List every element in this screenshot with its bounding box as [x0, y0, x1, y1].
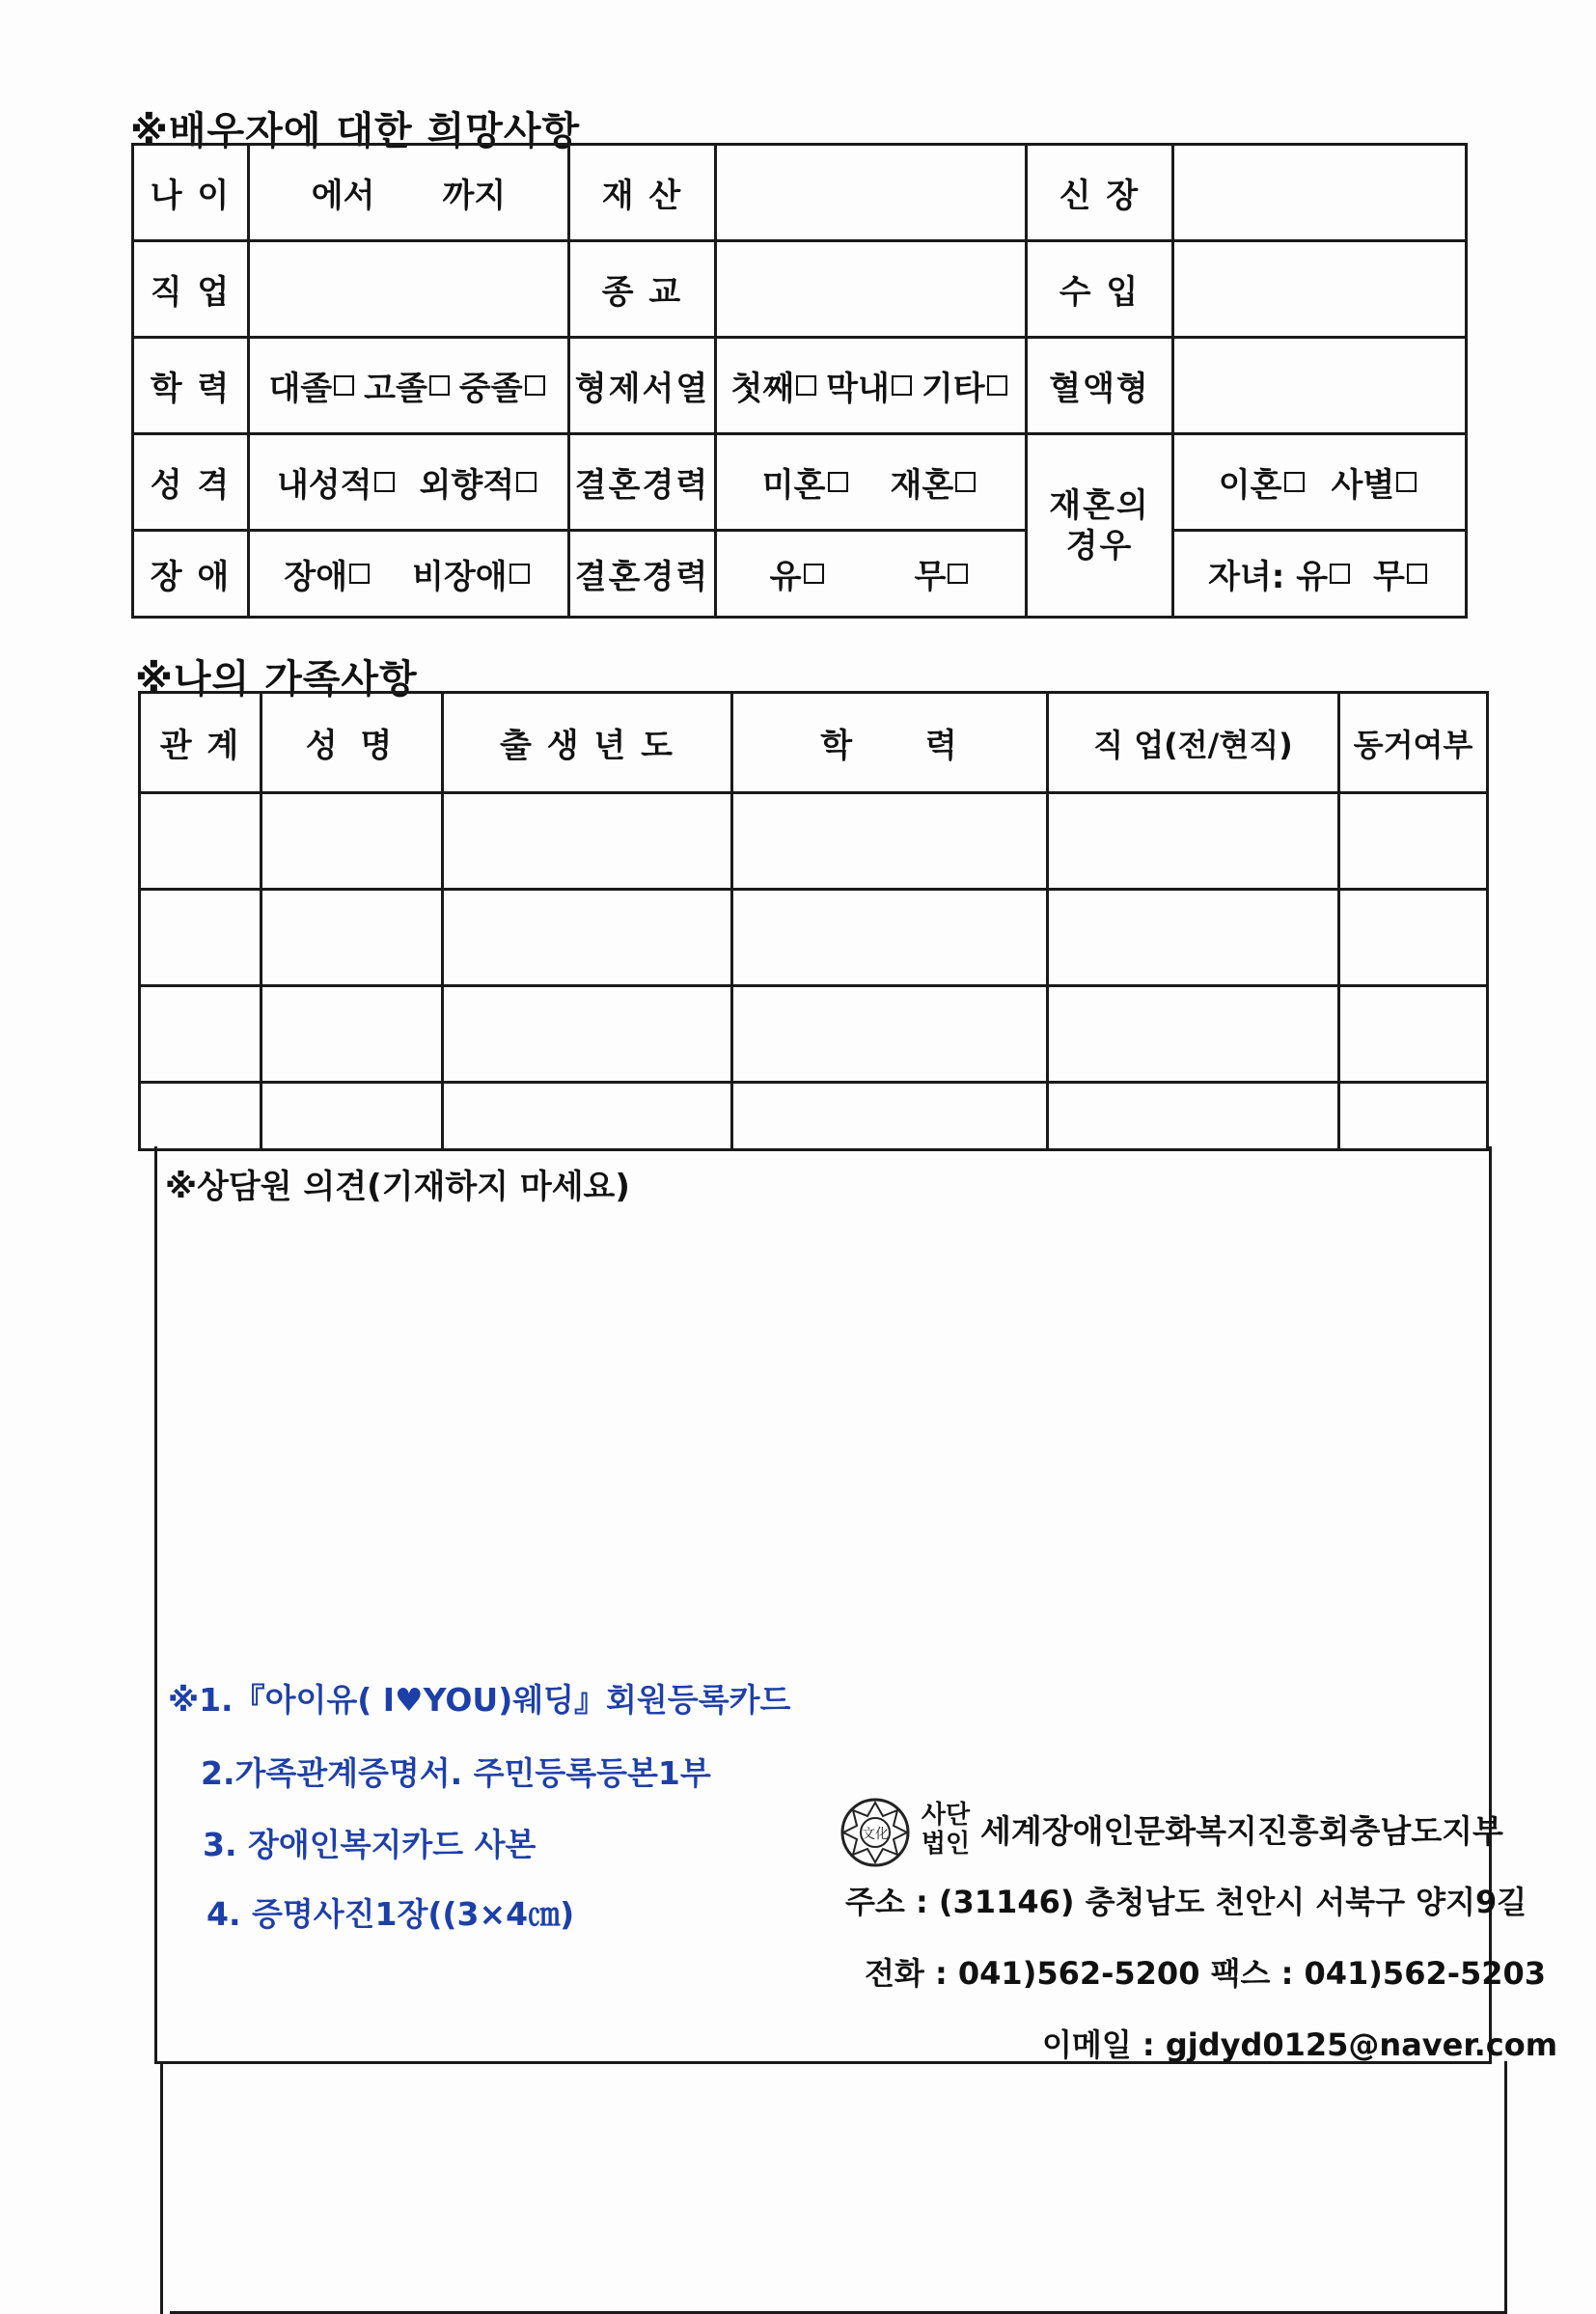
income-input[interactable] [1173, 241, 1467, 338]
marriage2-option-no[interactable] [915, 550, 973, 597]
checkbox[interactable] [525, 375, 545, 396]
remarriage-option-bereaved-label: 사별 [1331, 466, 1395, 505]
edu-option-middleschool-label: 중졸 [458, 370, 523, 408]
checkbox[interactable] [509, 564, 530, 584]
personality-label: 성 격 [133, 434, 249, 531]
income-label: 수 입 [1027, 241, 1173, 338]
disability-option-disabled-label: 장애 [284, 558, 348, 596]
family-header-relation: 관 계 [140, 693, 261, 793]
counselor-opinion-title: ※상담원 의견(기재하지 마세요) [165, 1168, 630, 1206]
marriage2-option-no-label: 무 [914, 558, 947, 596]
personality-options [249, 434, 569, 531]
job-label: 직 업 [133, 241, 249, 338]
checkbox[interactable] [1330, 564, 1350, 584]
family-cell[interactable] [732, 986, 1048, 1083]
blood-type-input[interactable] [1173, 338, 1467, 434]
marriage-history-label-2: 결혼경력 [569, 531, 716, 618]
family-cell[interactable] [443, 890, 732, 986]
remarriage-case-label-line2: 경우 [1065, 526, 1134, 565]
table-row [140, 793, 1488, 890]
organization-seal-icon [839, 1797, 911, 1868]
family-cell[interactable] [140, 1083, 261, 1150]
corporation-type-line1: 사단 [921, 1801, 971, 1830]
age-from-text: 에서 [311, 177, 375, 215]
family-cell[interactable] [1339, 986, 1488, 1083]
children-options [1173, 531, 1467, 618]
requirement-item-1: ※1.『아이유( I♥YOU)웨딩』회원등록카드 [168, 1681, 791, 1719]
height-input[interactable] [1173, 145, 1467, 241]
age-to-text: 까지 [442, 177, 507, 215]
organization-email: 이메일 : gjdyd0125@naver.com [1042, 2026, 1558, 2063]
education-options [249, 338, 569, 434]
family-cell[interactable] [261, 1083, 443, 1150]
sibling-order-label: 형제서열 [569, 338, 716, 434]
checkbox[interactable] [796, 375, 816, 396]
family-cell[interactable] [1339, 793, 1488, 890]
family-cell[interactable] [261, 793, 443, 890]
checkbox[interactable] [334, 375, 354, 396]
checkbox[interactable] [828, 472, 848, 492]
children-option-no-label: 무 [1373, 558, 1405, 596]
remarriage-reason-options [1173, 434, 1467, 531]
family-cell[interactable] [140, 793, 261, 890]
marriage-history-options-2 [716, 531, 1027, 618]
personality-option-extrovert[interactable] [420, 458, 541, 506]
checkbox[interactable] [987, 375, 1007, 396]
disability-label: 장 애 [133, 531, 249, 618]
job-input[interactable] [249, 241, 569, 338]
edu-option-middleschool[interactable] [459, 362, 549, 409]
remarriage-case-label [1027, 434, 1173, 618]
remarriage-option-bereaved[interactable] [1332, 458, 1421, 506]
checkbox[interactable] [804, 564, 824, 584]
checkbox[interactable] [1396, 472, 1417, 492]
marriage-option-remarried[interactable] [891, 458, 980, 506]
family-cell[interactable] [1339, 1083, 1488, 1150]
marriage-history-options [716, 434, 1027, 531]
height-label: 신 장 [1027, 145, 1173, 241]
family-cell[interactable] [732, 793, 1048, 890]
family-cell[interactable] [443, 793, 732, 890]
marriage2-option-yes-label: 유 [769, 558, 802, 596]
requirement-item-2: 2.가족관계증명서. 주민등록등본1부 [201, 1754, 711, 1792]
personality-option-introvert[interactable] [277, 458, 399, 506]
checkbox[interactable] [374, 472, 395, 492]
disability-options [249, 531, 569, 618]
corporation-type-line2: 법인 [921, 1830, 971, 1859]
family-cell[interactable] [443, 1083, 732, 1150]
marriage-option-remarried-label: 재혼 [890, 466, 954, 505]
property-input[interactable] [716, 145, 1027, 241]
checkbox[interactable] [1407, 564, 1427, 584]
table-row [140, 1083, 1488, 1150]
family-cell[interactable] [1048, 793, 1339, 890]
family-table [138, 691, 1489, 1151]
edu-option-college-label: 대졸 [268, 370, 333, 408]
marriage-option-single[interactable] [762, 458, 852, 506]
marriage-history-label: 결혼경력 [569, 434, 716, 531]
sibling-option-other-label: 기타 [921, 370, 985, 408]
checkbox[interactable] [955, 472, 976, 492]
family-header-birth-year: 출 생 년 도 [443, 693, 732, 793]
table-row [140, 986, 1488, 1083]
blood-type-label: 혈액형 [1027, 338, 1173, 434]
requirements-box [160, 2061, 1507, 2314]
disability-option-nondisabled-label: 비장애 [412, 558, 508, 596]
organization-name: 세계장애인문화복지진흥회충남도지부 [980, 1812, 1503, 1850]
organization-phone-fax: 전화 : 041)562-5200 팩스 : 041)562-5203 [865, 1955, 1547, 1992]
family-section-title: ※나의 가족사항 [135, 657, 418, 702]
age-range-cell[interactable] [249, 145, 569, 241]
sibling-option-youngest[interactable] [826, 362, 916, 409]
age-label: 나 이 [133, 145, 249, 241]
checkbox[interactable] [892, 375, 912, 396]
checkbox[interactable] [516, 472, 537, 492]
seal-text: 文化 [862, 1827, 889, 1842]
corporation-type [917, 1801, 975, 1859]
family-cell[interactable] [1048, 1083, 1339, 1150]
edu-option-highschool-label: 고졸 [364, 370, 427, 408]
personality-option-introvert-label: 내성적 [276, 466, 372, 505]
edu-option-highschool[interactable] [364, 362, 454, 409]
family-header-name: 성 명 [261, 693, 443, 793]
remarriage-option-divorce[interactable] [1219, 458, 1308, 506]
sibling-option-first[interactable] [730, 362, 820, 409]
table-row [140, 890, 1488, 986]
personality-option-extrovert-label: 외향적 [419, 466, 515, 505]
children-option-no[interactable] [1373, 550, 1431, 597]
religion-input[interactable] [716, 241, 1027, 338]
family-cell[interactable] [140, 986, 261, 1083]
checkbox[interactable] [948, 564, 968, 584]
edu-option-college[interactable] [268, 362, 358, 409]
family-cell[interactable] [1048, 890, 1339, 986]
children-option-yes-label: 자녀: 유 [1208, 558, 1329, 596]
remarriage-case-label-line1: 재혼의 [1049, 485, 1150, 525]
checkbox[interactable] [429, 375, 450, 396]
family-cell[interactable] [443, 986, 732, 1083]
requirement-item-3: 3. 장애인복지카드 사본 [203, 1826, 537, 1863]
sibling-option-first-label: 첫째 [730, 370, 795, 408]
religion-label: 종 교 [569, 241, 716, 338]
spouse-section-title: ※배우자에 대한 희망사항 [130, 109, 581, 153]
family-cell[interactable] [1339, 890, 1488, 986]
family-cell[interactable] [732, 1083, 1048, 1150]
family-cell[interactable] [1048, 986, 1339, 1083]
remarriage-option-divorce-label: 이혼 [1218, 466, 1282, 505]
family-header-cohabitation: 동거여부 [1339, 693, 1488, 793]
sibling-option-other[interactable] [922, 362, 1011, 409]
family-header-education: 학 력 [732, 693, 1048, 793]
family-cell[interactable] [261, 890, 443, 986]
checkbox[interactable] [349, 564, 370, 584]
sibling-order-options [716, 338, 1027, 434]
family-header-occupation: 직 업(전/현직) [1048, 693, 1339, 793]
sibling-option-youngest-label: 막내 [826, 370, 890, 408]
children-option-yes[interactable] [1208, 550, 1354, 597]
organization-address: 주소 : (31146) 충청남도 천안시 서북구 양지9길 [845, 1884, 1527, 1920]
checkbox[interactable] [1284, 472, 1305, 492]
family-cell[interactable] [732, 890, 1048, 986]
education-label: 학 력 [133, 338, 249, 434]
spouse-preferences-table [131, 143, 1468, 619]
requirement-item-4: 4. 증명사진1장((3×4㎝) [206, 1895, 575, 1933]
property-label: 재 산 [569, 145, 716, 241]
family-cell[interactable] [140, 890, 261, 986]
disability-option-nondisabled[interactable] [412, 550, 534, 597]
disability-option-disabled[interactable] [284, 550, 373, 597]
marriage2-option-yes[interactable] [770, 550, 828, 597]
marriage-option-single-label: 미혼 [761, 466, 826, 505]
family-cell[interactable] [261, 986, 443, 1083]
